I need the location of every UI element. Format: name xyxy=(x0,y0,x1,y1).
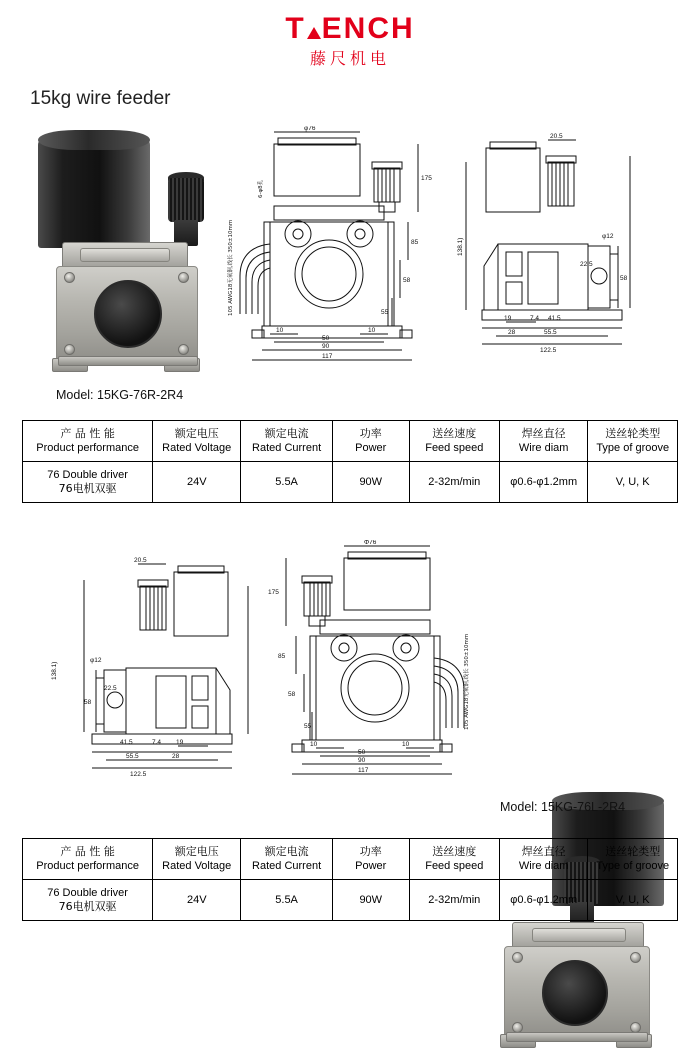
label-10-right: 10 xyxy=(310,741,318,748)
label-138: 138.1) xyxy=(51,661,58,680)
product-photo-bottom xyxy=(478,790,678,1055)
cell-power: 90W xyxy=(332,462,409,503)
screw-lower-left xyxy=(64,344,75,355)
label-90: 90 xyxy=(322,343,330,350)
label-175: 175 xyxy=(421,175,432,182)
table-row xyxy=(23,462,678,503)
cell-wire-diam: φ0.6-φ1.2mm xyxy=(499,462,587,503)
header-product-performance: 产 品 性 能 Product performance xyxy=(23,421,153,462)
photo-caption-bottom: Model: 15KG-76L-2R4 xyxy=(500,800,626,814)
header-rated-voltage: 额定电压 Rated Voltage xyxy=(153,421,241,462)
product-photo-top xyxy=(28,120,228,375)
table-header-row xyxy=(23,839,678,880)
header-wire-diam: 焊丝直径 Wire diam xyxy=(499,421,587,462)
header-product-performance: 产 品 性 能 Product performance xyxy=(23,839,153,880)
label-41-5: 41.5 xyxy=(548,315,561,322)
header-rated-current: 额定电流 Rated Current xyxy=(241,421,333,462)
pressure-knob xyxy=(168,178,204,222)
header-type-of-groove: 送丝轮类型 Type of groove xyxy=(588,421,678,462)
label-28: 28 xyxy=(172,753,180,760)
label-cable-note: 105 AWG18无氧铜,线长 350±10mm xyxy=(228,219,234,316)
label-175: 175 xyxy=(268,589,279,596)
page-title: 15kg wire feeder xyxy=(30,88,171,109)
label-58: 58 xyxy=(403,277,411,284)
label-74: 7.4 xyxy=(152,739,162,746)
cell-current: 5.5A xyxy=(241,462,333,503)
label-50: 50 xyxy=(358,749,366,756)
drive-roller xyxy=(542,960,608,1026)
label-122-5: 122.5 xyxy=(130,771,147,778)
label-phi76: Φ76 xyxy=(364,540,377,546)
base-plate xyxy=(506,1032,648,1042)
screw-lower-right xyxy=(178,344,189,355)
label-22-5: 22.5 xyxy=(104,685,117,692)
brand-logo xyxy=(0,14,700,69)
motor-housing xyxy=(38,138,150,248)
cell-feed-speed: 2-32m/min xyxy=(409,880,499,921)
header-feed-speed: 送丝速度 Feed speed xyxy=(409,839,499,880)
cell-voltage: 24V xyxy=(153,880,241,921)
cell-wire-diam: φ0.6-φ1.2mm xyxy=(499,880,587,921)
label-20-5: 20.5 xyxy=(134,557,147,564)
label-10-left: 10 xyxy=(276,327,284,334)
label-58: 58 xyxy=(620,275,628,282)
brand-triangle-icon xyxy=(307,27,321,39)
base-plate xyxy=(58,356,198,366)
brand-wordmark-mid: ENCH xyxy=(321,12,415,45)
screw-right xyxy=(178,272,189,283)
label-hole-note: 6-φ8孔 xyxy=(258,179,264,198)
label-cable-note: 105 AWG18无氧铜,线长 350±10mm xyxy=(464,633,470,730)
label-55: 55 xyxy=(381,309,389,316)
label-90: 90 xyxy=(358,757,366,764)
pressure-arm xyxy=(80,248,170,262)
header-power: 功率 Power xyxy=(332,839,409,880)
drive-roller xyxy=(94,280,162,348)
label-phi12: φ12 xyxy=(90,657,102,664)
label-55-5: 55.5 xyxy=(544,329,557,336)
screw-left xyxy=(512,952,523,963)
label-41-5: 41.5 xyxy=(120,739,133,746)
screw-right xyxy=(630,952,641,963)
label-58: 58 xyxy=(288,691,296,698)
label-10-right: 10 xyxy=(368,327,376,334)
cell-groove: V, U, K xyxy=(588,462,678,503)
header-feed-speed: 送丝速度 Feed speed xyxy=(409,421,499,462)
brand-wordmark-left: T xyxy=(285,12,306,45)
label-55-5: 55.5 xyxy=(126,753,139,760)
cell-product: 76 Double driver 76电机双驱 xyxy=(23,462,153,503)
drawing-top-side-view xyxy=(452,126,672,386)
label-phi12: φ12 xyxy=(602,233,614,240)
cell-product: 76 Double driver 76电机双驱 xyxy=(23,880,153,921)
label-55: 55 xyxy=(304,723,312,730)
brand-chinese-name: 藤尺机电 xyxy=(309,49,390,68)
table-row xyxy=(23,880,678,921)
label-85: 85 xyxy=(278,653,286,660)
cell-voltage: 24V xyxy=(153,462,241,503)
motor-top-cap xyxy=(38,130,150,150)
label-85: 85 xyxy=(411,239,419,246)
label-phi76: φ76 xyxy=(304,126,316,132)
pressure-arm xyxy=(532,928,626,942)
label-20-5: 20.5 xyxy=(550,133,563,140)
drawing-bottom-side-view xyxy=(42,550,262,810)
photo-caption-top: Model: 15KG-76R-2R4 xyxy=(56,388,184,402)
label-117: 117 xyxy=(358,767,369,774)
label-28: 28 xyxy=(508,329,516,336)
screw-left xyxy=(64,272,75,283)
cell-feed-speed: 2-32m/min xyxy=(409,462,499,503)
label-122-5: 122.5 xyxy=(540,347,557,354)
brand-wordmark xyxy=(285,14,414,44)
label-117: 117 xyxy=(322,353,333,360)
table-header-row xyxy=(23,421,678,462)
spec-table-bottom xyxy=(22,838,678,921)
label-22-5: 22.5 xyxy=(580,261,593,268)
header-wire-diam: 焊丝直径 Wire diam xyxy=(499,839,587,880)
label-58: 58 xyxy=(84,699,92,706)
header-rated-voltage: 额定电压 Rated Voltage xyxy=(153,839,241,880)
header-rated-current: 额定电流 Rated Current xyxy=(241,839,333,880)
label-74: 7.4 xyxy=(530,315,540,322)
drawing-top-front-view xyxy=(222,126,452,386)
cell-power: 90W xyxy=(332,880,409,921)
label-19: 19 xyxy=(504,315,512,322)
label-19: 19 xyxy=(176,739,184,746)
label-10-left: 10 xyxy=(402,741,410,748)
cell-groove: V, U, K xyxy=(588,880,678,921)
label-138: 138.1) xyxy=(457,237,464,256)
label-50: 50 xyxy=(322,335,330,342)
cell-current: 5.5A xyxy=(241,880,333,921)
drawing-bottom-front-view xyxy=(252,540,482,800)
header-type-of-groove: 送丝轮类型 Type of groove xyxy=(588,839,678,880)
header-power: 功率 Power xyxy=(332,421,409,462)
spec-table-top xyxy=(22,420,678,503)
